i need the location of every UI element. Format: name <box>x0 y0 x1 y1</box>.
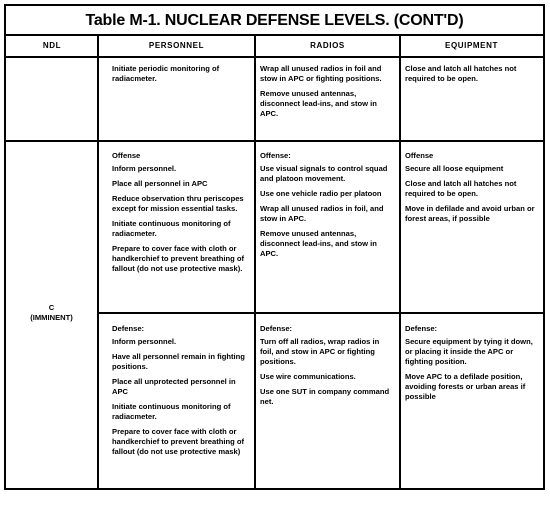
column-header-personnel: PERSONNEL <box>98 36 255 58</box>
list-item: Secure equipment by tying it down, or placing it inside the APC or fighting position. <box>405 337 533 366</box>
equipment-cell-continued <box>405 64 537 89</box>
list-item: Initiate periodic monitoring of radiacmeter. <box>112 64 220 83</box>
list-item: Use one SUT in company command net. <box>260 387 390 406</box>
list-item: Wrap all unused radios in foil and stow in APC or fighting positions. <box>260 64 382 83</box>
personnel-cell-defense <box>112 324 248 462</box>
list-item: Turn off all radios, wrap radios in foil, and stow in APC or fighting positions. <box>260 337 380 366</box>
list-item: Inform personnel. <box>112 164 177 173</box>
section-heading: Defense: <box>112 324 145 333</box>
equipment-cell-defense <box>405 324 537 407</box>
personnel-cell-continued <box>112 64 248 89</box>
list-item: Use one vehicle radio per platoon <box>260 189 382 198</box>
list-item: Have all personnel remain in fighting positions. <box>112 352 245 371</box>
column-divider <box>254 36 256 488</box>
column-header-equipment: EQUIPMENT <box>400 36 543 58</box>
section-heading: Offense <box>405 151 434 160</box>
table-title: Table M-1. NUCLEAR DEFENSE LEVELS. (CONT'D) <box>6 6 543 36</box>
list-item: Place all unprotected personnel in APC <box>112 377 236 396</box>
list-item: Prepare to cover face with cloth or handkerchief to prevent breathing of fallout (do not use protective mask) <box>112 427 245 456</box>
list-item: Initiate continuous monitoring of radiacmeter. <box>112 402 231 421</box>
column-divider <box>97 36 99 488</box>
ndl-level: C <box>48 303 55 312</box>
nuclear-defense-table <box>4 4 545 490</box>
list-item: Wrap all unused radios in foil, and stow in APC. <box>260 204 384 223</box>
list-item: Place all personnel in APC <box>112 179 208 188</box>
radios-cell-continued <box>260 64 394 124</box>
list-item: Move in defilade and avoid urban or forest areas, if possible <box>405 204 535 223</box>
list-item: Reduce observation thru periscopes except for mission essential tasks. <box>112 194 244 213</box>
list-item: Prepare to cover face with cloth or handkerchief to prevent breathing of fallout (do not use protective mask). <box>112 244 245 273</box>
list-item: Use visual signals to control squad and platoon movement. <box>260 164 388 183</box>
list-item: Remove unused antennas, disconnect lead-ins, and stow in APC. <box>260 89 377 118</box>
ndl-level-description: (IMMINENT) <box>30 313 73 322</box>
column-header-ndl: NDL <box>6 36 98 58</box>
list-item: Move APC to a defilade position, avoiding forests or urban areas if possible <box>405 372 526 401</box>
section-heading: Offense <box>112 151 141 160</box>
list-item: Inform personnel. <box>112 337 177 346</box>
radios-cell-offense <box>260 151 394 264</box>
column-header-radios: RADIOS <box>255 36 400 58</box>
section-heading: Defense: <box>260 324 293 333</box>
radios-cell-defense <box>260 324 394 412</box>
section-heading: Offense: <box>260 151 291 160</box>
row-divider <box>6 140 543 142</box>
list-item: Remove unused antennas, disconnect lead-ins, and stow in APC. <box>260 229 377 258</box>
section-heading: Defense: <box>405 324 438 333</box>
list-item: Close and latch all hatches not required to be open. <box>405 179 517 198</box>
list-item: Initiate continuous monitoring of radiacmeter. <box>112 219 231 238</box>
list-item: Use wire communications. <box>260 372 356 381</box>
equipment-cell-offense <box>405 151 537 229</box>
personnel-cell-offense <box>112 151 248 279</box>
column-divider <box>399 36 401 488</box>
list-item: Secure all loose equipment <box>405 164 504 173</box>
ndl-level-label <box>6 303 97 323</box>
offense-defense-divider <box>98 312 543 314</box>
list-item: Close and latch all hatches not required to be open. <box>405 64 517 83</box>
